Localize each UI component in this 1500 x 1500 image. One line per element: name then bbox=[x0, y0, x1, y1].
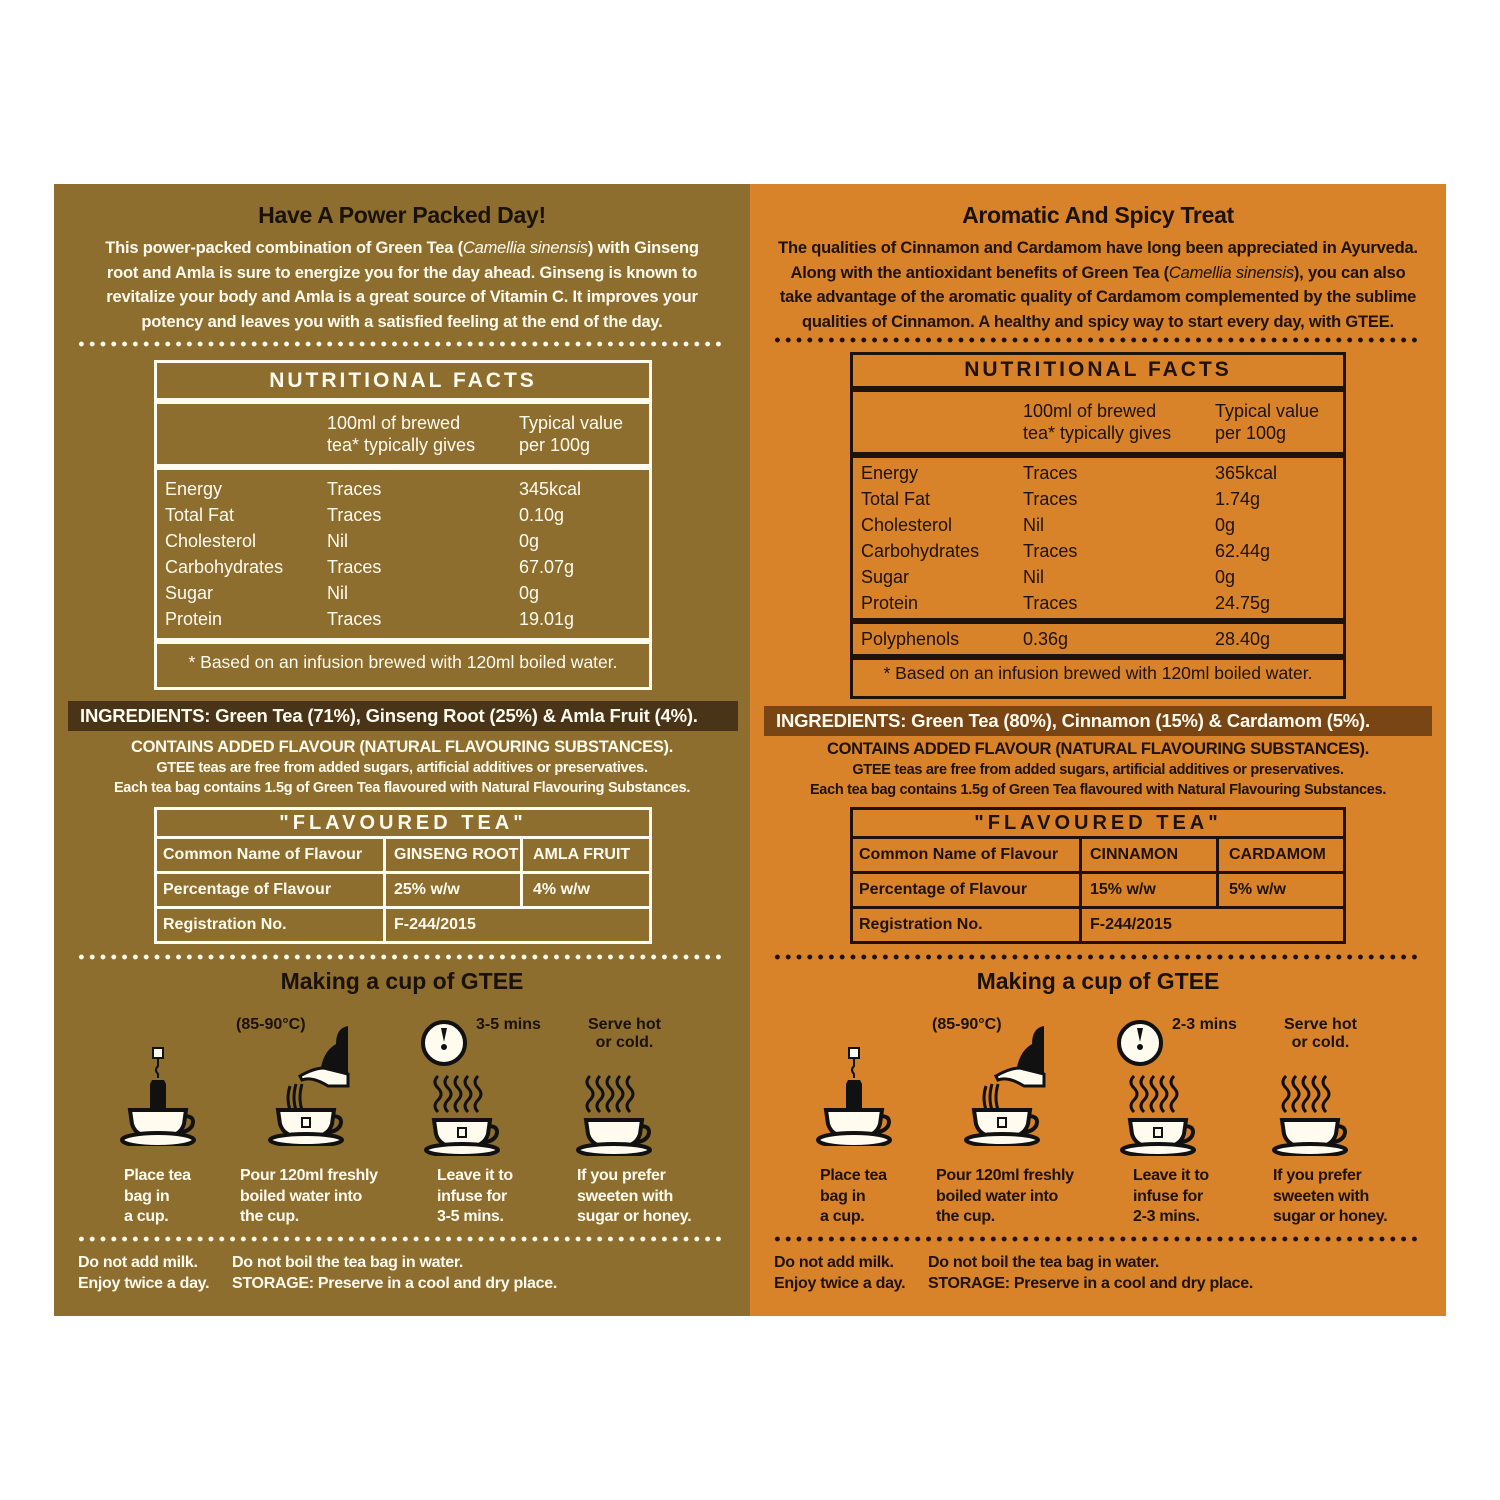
serve-text: or cold. bbox=[1291, 1034, 1350, 1051]
nutrition-facts-table bbox=[154, 360, 652, 690]
nutrient-name: Total Fat bbox=[165, 505, 235, 525]
step-text: If you prefer bbox=[577, 1167, 666, 1184]
step-text: Pour 120ml freshly bbox=[936, 1167, 1074, 1184]
nutrition-title: NUTRITIONAL FACTS bbox=[157, 363, 649, 404]
per100g-value: 28.40g bbox=[1215, 629, 1271, 649]
serve-label bbox=[1284, 1016, 1357, 1052]
teabag-in-cup-icon bbox=[814, 1046, 894, 1146]
step-text: boiled water into bbox=[936, 1187, 1059, 1205]
table-row bbox=[853, 460, 1343, 486]
registration-number: F-244/2015 bbox=[394, 916, 476, 933]
step-text: the cup. bbox=[240, 1208, 299, 1225]
step-text: infuse for bbox=[437, 1187, 507, 1205]
note-text: Do not add milk. bbox=[78, 1254, 198, 1271]
flavour-value: 25% w/w bbox=[386, 874, 523, 906]
clock-icon bbox=[1115, 1018, 1165, 1068]
flavour-label: Common Name of Flavour bbox=[853, 839, 1082, 871]
col-header: tea* typically gives bbox=[327, 435, 476, 455]
flavour-label: Percentage of Flavour bbox=[157, 874, 386, 906]
making-title: Making a cup of GTEE bbox=[976, 968, 1220, 994]
brewed-value: Traces bbox=[1023, 489, 1078, 509]
step-text: boiled water into bbox=[240, 1187, 363, 1205]
flavour-value: 4% w/w bbox=[533, 881, 590, 898]
dotted-divider bbox=[772, 1236, 1422, 1242]
temperature-label: (85-90°C) bbox=[932, 1016, 1002, 1033]
teabag-in-cup-icon bbox=[118, 1046, 198, 1146]
per100g-value: 0g bbox=[519, 583, 540, 603]
step-text: a cup. bbox=[124, 1208, 169, 1225]
milk-note bbox=[78, 1252, 209, 1294]
table-row bbox=[853, 486, 1343, 512]
brewed-value: Traces bbox=[327, 609, 382, 629]
per100g-value: 0.10g bbox=[519, 505, 565, 525]
nutrient-name: Cholesterol bbox=[861, 515, 953, 535]
milk-note bbox=[774, 1252, 905, 1294]
contains-flavour-note: CONTAINS ADDED FLAVOUR (NATURAL FLAVOURING SUBSTANCES). bbox=[130, 738, 674, 756]
table-row bbox=[853, 839, 1343, 871]
per100g-value: 62.44g bbox=[1215, 541, 1271, 561]
nutrition-title: NUTRITIONAL FACTS bbox=[853, 355, 1343, 392]
serve-text: Serve hot bbox=[1284, 1016, 1357, 1033]
per100g-value: 0g bbox=[1215, 567, 1236, 587]
storage-note bbox=[928, 1252, 1253, 1294]
note-text: Enjoy twice a day. bbox=[78, 1275, 210, 1292]
ingredients-bar: INGREDIENTS: Green Tea (71%), Ginseng Root (25%) & Amla Fruit (4%). bbox=[68, 701, 738, 731]
nutrition-footnote: * Based on an infusion brewed with 120ml boiled water. bbox=[188, 652, 618, 672]
tea-bag-note: Each tea bag contains 1.5g of Green Tea flavoured with Natural Flavouring Substances. bbox=[113, 780, 691, 796]
dotted-divider bbox=[772, 954, 1422, 960]
table-row bbox=[157, 528, 649, 554]
brewed-value: Traces bbox=[327, 505, 382, 525]
col-header: per 100g bbox=[1215, 423, 1287, 443]
pour-water-icon bbox=[266, 1024, 366, 1146]
step-4-text bbox=[1273, 1166, 1387, 1228]
registration-number: F-244/2015 bbox=[1090, 916, 1172, 933]
steaming-cup-icon bbox=[574, 1074, 654, 1156]
intro-italic: Camellia sinensis bbox=[1168, 263, 1294, 282]
intro-text: Along with the antioxidant benefits of Green Tea ( bbox=[790, 263, 1169, 282]
intro-text: take advantage of the aromatic quality of Cardamom complemented by the sublime bbox=[779, 288, 1417, 306]
nutrition-column-headers bbox=[853, 392, 1343, 458]
nutrient-name: Carbohydrates bbox=[861, 541, 980, 561]
flavour-label: Percentage of Flavour bbox=[853, 874, 1082, 906]
intro-text: The qualities of Cinnamon and Cardamom have long been appreciated in Ayurveda. bbox=[778, 239, 1418, 257]
intro-text: revitalize your body and Amla is a great source of Vitamin C. It improves your bbox=[106, 288, 698, 306]
cinnamon-cardamom-panel bbox=[750, 184, 1446, 1316]
per100g-value: 365kcal bbox=[1215, 463, 1278, 483]
nutrition-column-headers bbox=[157, 404, 649, 470]
nutrient-name: Sugar bbox=[165, 583, 214, 603]
pour-water-icon bbox=[962, 1024, 1062, 1146]
steaming-cup-teabag-icon bbox=[422, 1074, 502, 1156]
infuse-time-label: 3-5 mins bbox=[476, 1016, 541, 1033]
intro-text: qualities of Cinnamon. A healthy and spicy way to start every day, with GTEE. bbox=[802, 312, 1394, 331]
step-text: bag in bbox=[820, 1187, 866, 1205]
flavour-value: AMLA FRUIT bbox=[533, 846, 631, 863]
brewed-value: Traces bbox=[327, 479, 382, 499]
note-text: Do not boil the tea bag in water. bbox=[232, 1254, 464, 1271]
dotted-divider bbox=[76, 1236, 726, 1242]
nutrition-footnote: * Based on an infusion brewed with 120ml boiled water. bbox=[883, 663, 1313, 683]
panel-title: Aromatic And Spicy Treat bbox=[962, 202, 1234, 228]
table-row bbox=[853, 906, 1343, 941]
table-row bbox=[157, 554, 649, 580]
step-text: Pour 120ml freshly bbox=[240, 1167, 378, 1184]
steaming-cup-icon bbox=[1270, 1074, 1350, 1156]
brewed-value: Traces bbox=[1023, 541, 1078, 561]
nutrient-name: Energy bbox=[165, 479, 223, 499]
intro-text: This power-packed combination of Green Tea ( bbox=[105, 239, 463, 257]
brewed-value: Nil bbox=[327, 583, 348, 603]
temperature-label: (85-90°C) bbox=[236, 1016, 306, 1033]
nutrition-rows bbox=[157, 470, 649, 644]
step-text: infuse for bbox=[1133, 1187, 1203, 1205]
tea-bag-note: Each tea bag contains 1.5g of Green Tea flavoured with Natural Flavouring Substances. bbox=[809, 782, 1387, 798]
note-text: STORAGE: Preserve in a cool and dry place. bbox=[232, 1275, 558, 1292]
serve-text: or cold. bbox=[595, 1034, 654, 1051]
flavour-value: CINNAMON bbox=[1082, 839, 1219, 871]
col-header: per 100g bbox=[519, 435, 591, 455]
free-from-note: GTEE teas are free from added sugars, artificial additives or preservatives. bbox=[156, 760, 648, 776]
brewed-value: Traces bbox=[1023, 463, 1078, 483]
step-text: sweeten with bbox=[577, 1187, 673, 1205]
note-text: Do not add milk. bbox=[774, 1254, 894, 1271]
step-3-text bbox=[437, 1166, 513, 1228]
ginseng-amla-panel bbox=[54, 184, 750, 1316]
step-text: 3-5 mins. bbox=[437, 1208, 504, 1225]
table-row bbox=[157, 476, 649, 502]
table-row bbox=[853, 564, 1343, 590]
step-1-text bbox=[820, 1166, 887, 1228]
per100g-value: 0g bbox=[1215, 515, 1236, 535]
brewed-value: Nil bbox=[1023, 515, 1044, 535]
intro-text: ), you can also bbox=[1293, 263, 1406, 282]
brewed-value: 0.36g bbox=[1023, 629, 1069, 649]
intro-text: root and Amla is sure to energize you for the day ahead. Ginseng is known to bbox=[106, 263, 698, 282]
free-from-note: GTEE teas are free from added sugars, artificial additives or preservatives. bbox=[852, 762, 1344, 778]
col-header: tea* typically gives bbox=[1023, 423, 1172, 443]
nutrient-name: Cholesterol bbox=[165, 531, 257, 551]
step-text: a cup. bbox=[820, 1208, 865, 1225]
note-text: Do not boil the tea bag in water. bbox=[928, 1254, 1160, 1271]
col-header: Typical value bbox=[1215, 401, 1320, 421]
per100g-value: 67.07g bbox=[519, 557, 575, 577]
making-title: Making a cup of GTEE bbox=[280, 968, 524, 994]
dotted-divider bbox=[76, 954, 726, 960]
intro-text: ) with Ginseng bbox=[587, 239, 699, 257]
step-1-text bbox=[124, 1166, 191, 1228]
table-row bbox=[853, 871, 1343, 906]
step-2-text bbox=[240, 1166, 378, 1228]
nutrient-name: Sugar bbox=[861, 567, 910, 587]
nutrient-name: Carbohydrates bbox=[165, 557, 284, 577]
clock-icon bbox=[419, 1018, 469, 1068]
step-3-text bbox=[1133, 1166, 1209, 1228]
intro-text: potency and leaves you with a satisfied feeling at the end of the day. bbox=[141, 312, 663, 331]
step-text: Place tea bbox=[124, 1167, 191, 1184]
nutrition-rows bbox=[853, 458, 1343, 624]
per100g-value: 0g bbox=[519, 531, 540, 551]
flavour-value: 15% w/w bbox=[1082, 874, 1219, 906]
per100g-value: 1.74g bbox=[1215, 489, 1261, 509]
flavour-label: Registration No. bbox=[853, 909, 1082, 941]
table-row bbox=[157, 906, 649, 941]
note-text: STORAGE: Preserve in a cool and dry place. bbox=[928, 1275, 1254, 1292]
table-row bbox=[157, 871, 649, 906]
step-text: bag in bbox=[124, 1187, 170, 1205]
table-row bbox=[157, 606, 649, 632]
col-header: 100ml of brewed bbox=[327, 413, 461, 433]
step-2-text bbox=[936, 1166, 1074, 1228]
nutrient-name: Energy bbox=[861, 463, 919, 483]
dotted-divider bbox=[76, 341, 726, 347]
flavour-label: Registration No. bbox=[157, 909, 386, 941]
step-text: sugar or honey. bbox=[577, 1208, 692, 1225]
flavour-value: GINSENG ROOT bbox=[386, 839, 523, 871]
table-row bbox=[157, 502, 649, 528]
note-text: Enjoy twice a day. bbox=[774, 1275, 906, 1292]
brewed-value: Traces bbox=[1023, 593, 1078, 613]
table-row bbox=[853, 512, 1343, 538]
nutrient-name: Protein bbox=[861, 593, 919, 613]
per100g-value: 345kcal bbox=[519, 479, 582, 499]
per100g-value: 19.01g bbox=[519, 609, 575, 629]
step-text: sweeten with bbox=[1273, 1187, 1369, 1205]
step-text: Leave it to bbox=[437, 1167, 513, 1184]
col-header: 100ml of brewed bbox=[1023, 401, 1157, 421]
infuse-time-label: 2-3 mins bbox=[1172, 1016, 1237, 1033]
intro-italic: Camellia sinensis bbox=[462, 239, 588, 257]
flavour-label: Common Name of Flavour bbox=[157, 839, 386, 871]
intro-paragraph bbox=[72, 236, 732, 334]
nutrient-name: Total Fat bbox=[861, 489, 931, 509]
step-4-text bbox=[577, 1166, 691, 1228]
contains-flavour-note: CONTAINS ADDED FLAVOUR (NATURAL FLAVOURING SUBSTANCES). bbox=[826, 740, 1370, 758]
brewed-value: Nil bbox=[1023, 567, 1044, 587]
step-text: sugar or honey. bbox=[1273, 1208, 1388, 1225]
steaming-cup-teabag-icon bbox=[1118, 1074, 1198, 1156]
polyphenols-row bbox=[853, 624, 1343, 660]
nutrient-name: Polyphenols bbox=[861, 629, 960, 649]
storage-note bbox=[232, 1252, 557, 1294]
table-row bbox=[157, 580, 649, 606]
flavoured-title: "FLAVOURED TEA" bbox=[853, 810, 1343, 839]
nutrition-facts-table bbox=[850, 352, 1346, 699]
panel-title: Have A Power Packed Day! bbox=[258, 202, 546, 228]
step-text: 2-3 mins. bbox=[1133, 1208, 1200, 1225]
serve-text: Serve hot bbox=[588, 1016, 661, 1033]
flavoured-tea-table bbox=[154, 807, 652, 944]
step-text: If you prefer bbox=[1273, 1167, 1362, 1184]
flavour-value: 5% w/w bbox=[1229, 881, 1286, 898]
brewed-value: Nil bbox=[327, 531, 348, 551]
flavour-value: CARDAMOM bbox=[1229, 846, 1326, 863]
brewed-value: Traces bbox=[327, 557, 382, 577]
table-row bbox=[853, 538, 1343, 564]
step-text: the cup. bbox=[936, 1208, 995, 1225]
col-header: Typical value bbox=[519, 413, 624, 433]
table-row bbox=[157, 839, 649, 871]
step-text: Leave it to bbox=[1133, 1167, 1209, 1184]
ingredients-bar: INGREDIENTS: Green Tea (80%), Cinnamon (15%) & Cardamom (5%). bbox=[764, 706, 1432, 736]
flavoured-tea-table bbox=[850, 807, 1346, 944]
flavoured-title: "FLAVOURED TEA" bbox=[157, 810, 649, 839]
serve-label bbox=[588, 1016, 661, 1052]
nutrient-name: Protein bbox=[165, 609, 223, 629]
dotted-divider bbox=[772, 337, 1422, 343]
per100g-value: 24.75g bbox=[1215, 593, 1271, 613]
table-row bbox=[853, 590, 1343, 616]
intro-paragraph bbox=[768, 236, 1428, 334]
step-text: Place tea bbox=[820, 1167, 887, 1184]
